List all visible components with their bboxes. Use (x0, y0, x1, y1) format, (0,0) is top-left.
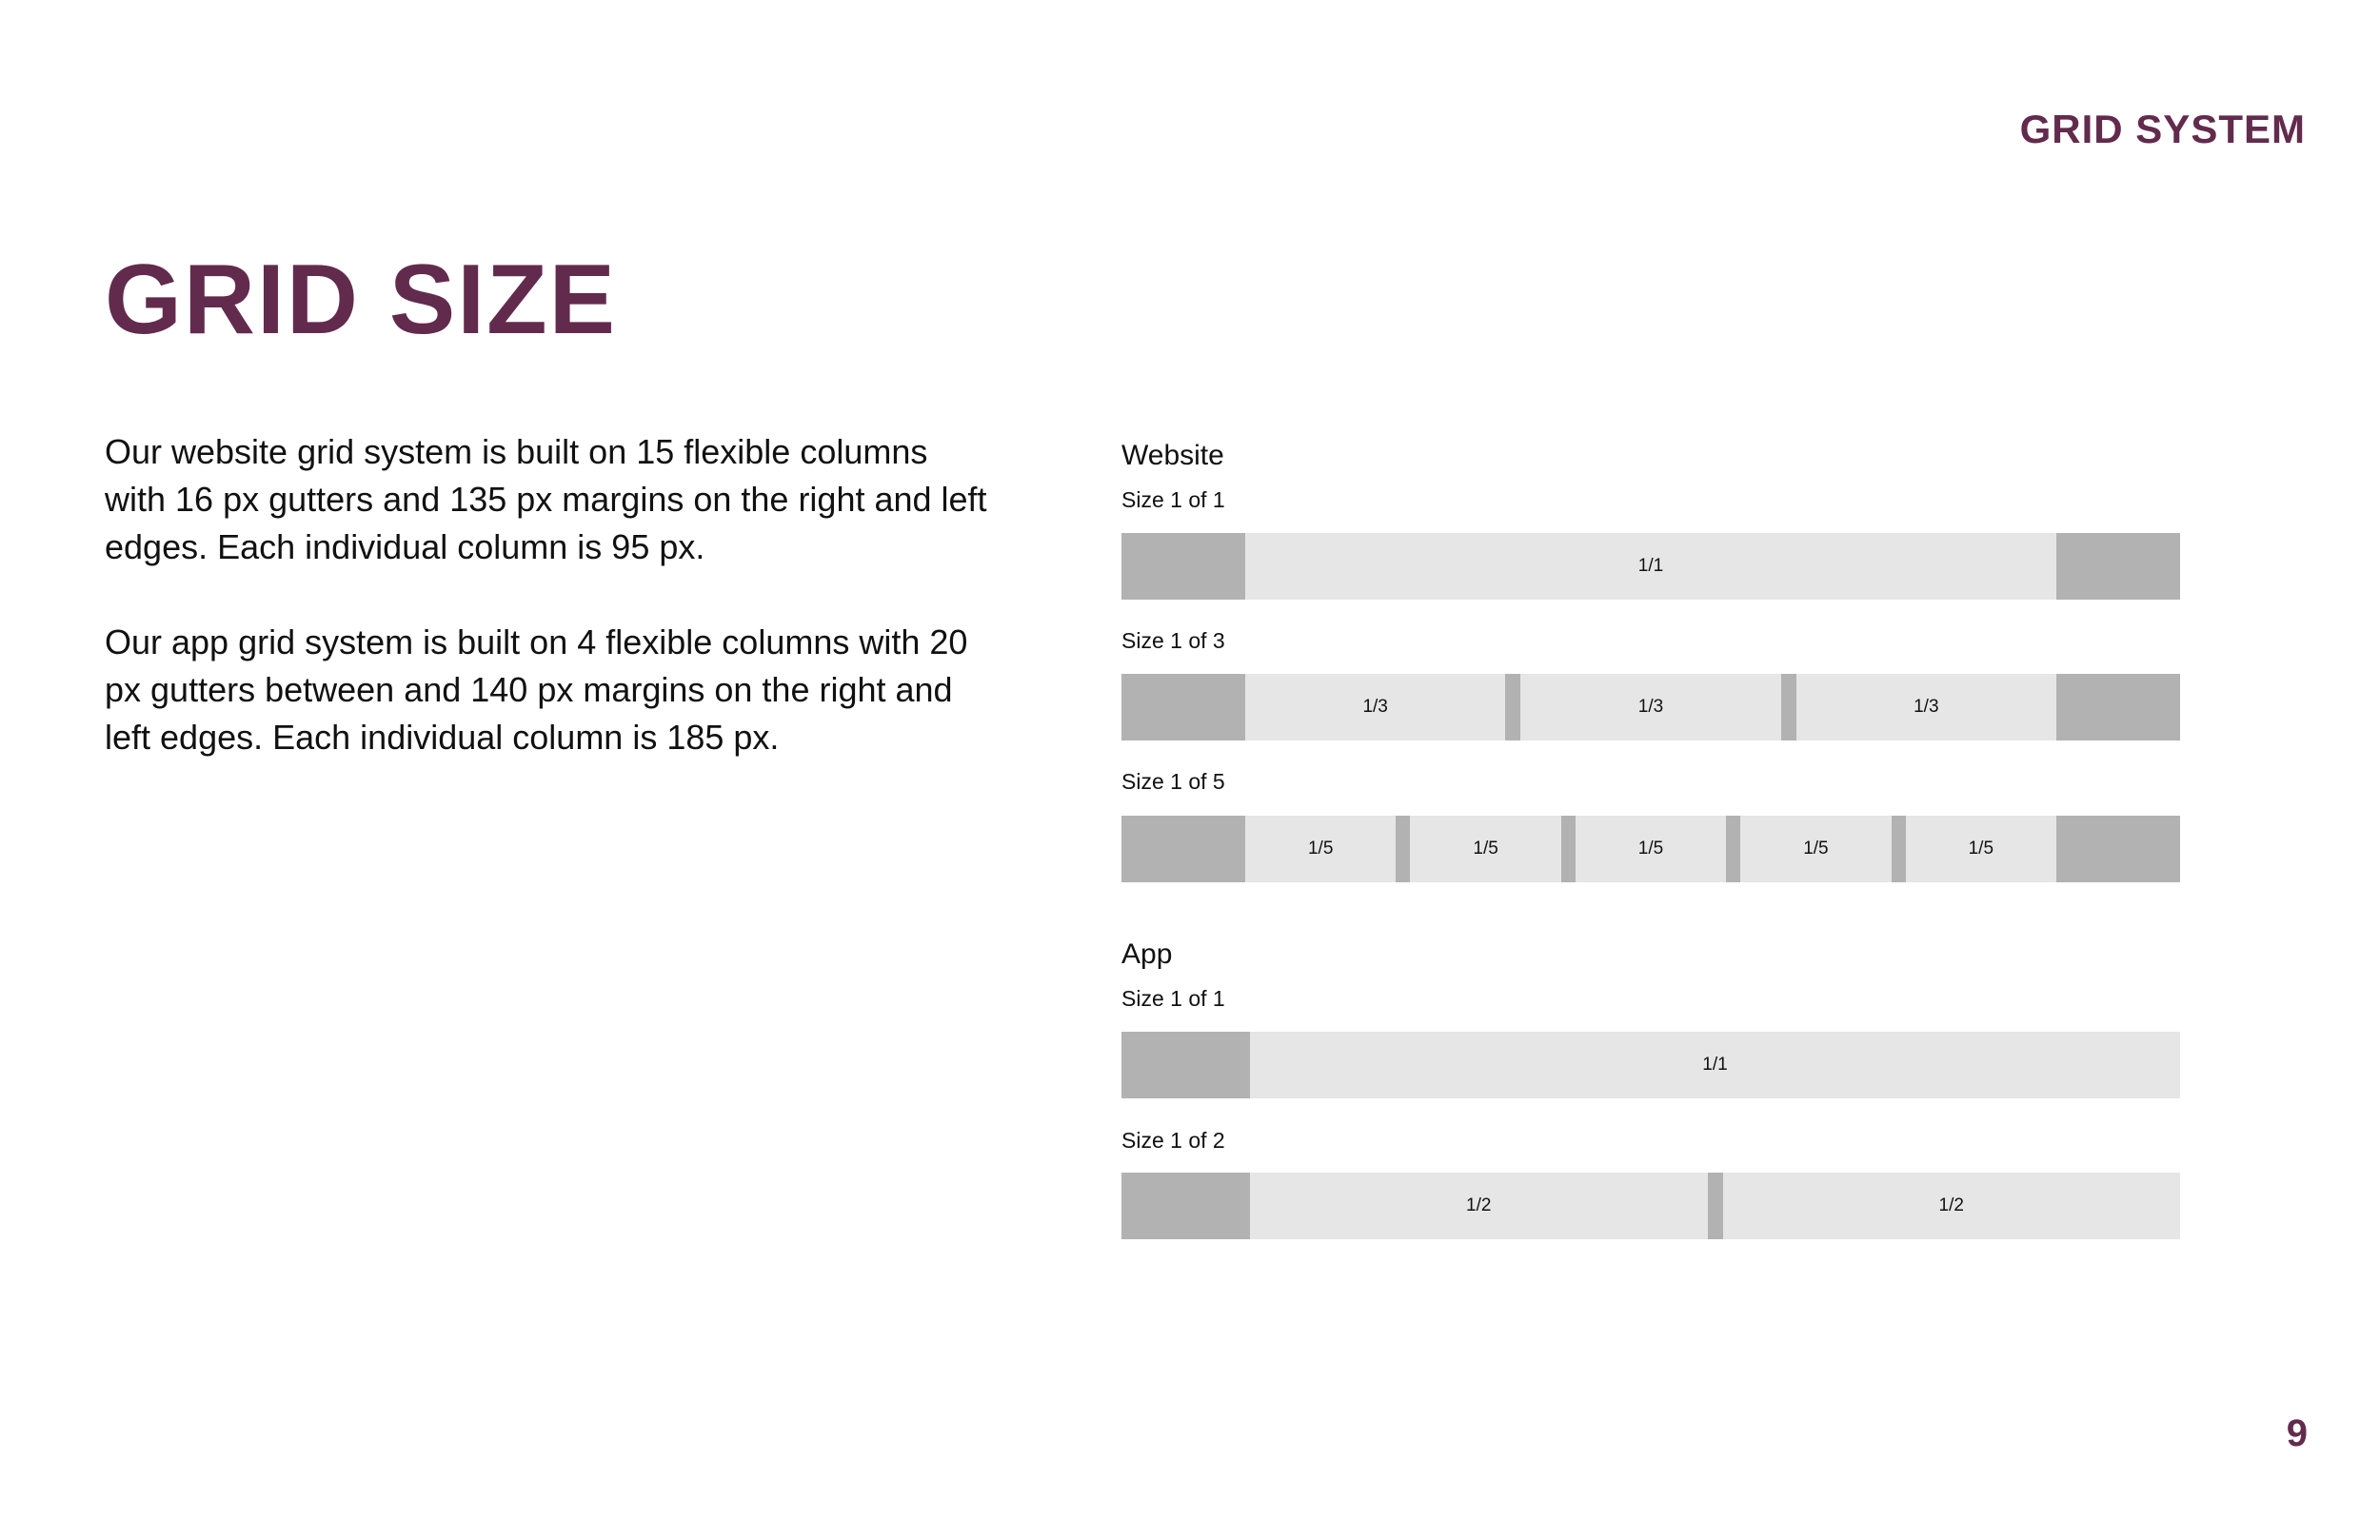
grid-gutter (1726, 816, 1740, 882)
website-grid-1-of-5 (1121, 816, 2180, 882)
app-group-title: App (1121, 938, 1173, 970)
grid-column: 1/5 (1245, 816, 1396, 882)
website-size-1-of-1-label: Size 1 of 1 (1121, 487, 1225, 512)
grid-margin-left (1121, 674, 1245, 740)
grid-gutter (1396, 816, 1410, 882)
grid-column: 1/3 (1520, 674, 1780, 740)
grid-margin-left (1121, 533, 1245, 600)
grid-margin-left (1121, 1032, 1250, 1098)
grid-gutter (1781, 674, 1796, 740)
website-grid-1-of-1 (1121, 533, 2180, 600)
app-grid-1-of-2 (1121, 1173, 2180, 1239)
app-size-1-of-1-label: Size 1 of 1 (1121, 986, 1225, 1011)
grid-gutter (1561, 816, 1576, 882)
body-text (105, 428, 995, 809)
grid-column: 1/3 (1796, 674, 2056, 740)
grid-column: 1/5 (1576, 816, 1726, 882)
grid-diagram (1121, 0, 2180, 1540)
grid-margin-left (1121, 1173, 1250, 1239)
grid-margin-right (2056, 816, 2180, 882)
app-size-1-of-2-label: Size 1 of 2 (1121, 1128, 1225, 1153)
grid-gutter (1892, 816, 1906, 882)
grid-column: 1/2 (1250, 1173, 1708, 1239)
grid-margin-right (2056, 674, 2180, 740)
website-group-title: Website (1121, 440, 1224, 471)
website-grid-1-of-3 (1121, 674, 2180, 740)
grid-column: 1/5 (1740, 816, 1891, 882)
grid-column: 1/1 (1250, 1032, 2180, 1098)
grid-margin-left (1121, 816, 1245, 882)
grid-gutter (1505, 674, 1520, 740)
website-size-1-of-3-label: Size 1 of 3 (1121, 628, 1225, 653)
grid-margin-right (2056, 533, 2180, 600)
grid-column: 1/5 (1906, 816, 2056, 882)
paragraph-app: Our app grid system is built on 4 flexible columns with 20 px gutters between and 140 px margins on the right and left edges. Each individual column is 185 px. (105, 622, 968, 757)
page-title: GRID SIZE (105, 245, 618, 355)
page-number: 9 (2286, 1412, 2308, 1454)
grid-gutter (1708, 1173, 1723, 1239)
grid-column: 1/1 (1245, 533, 2056, 600)
paragraph-website: Our website grid system is built on 15 flexible columns with 16 px gutters and 135 px margins on the right and left edges. Each individual column is 95 px. (105, 432, 987, 566)
website-size-1-of-5-label: Size 1 of 5 (1121, 769, 1225, 794)
app-grid-1-of-1 (1121, 1032, 2180, 1098)
grid-column: 1/2 (1723, 1173, 2181, 1239)
grid-column: 1/5 (1410, 816, 1560, 882)
section-label: GRID SYSTEM (2019, 107, 2306, 151)
grid-column: 1/3 (1245, 674, 1505, 740)
